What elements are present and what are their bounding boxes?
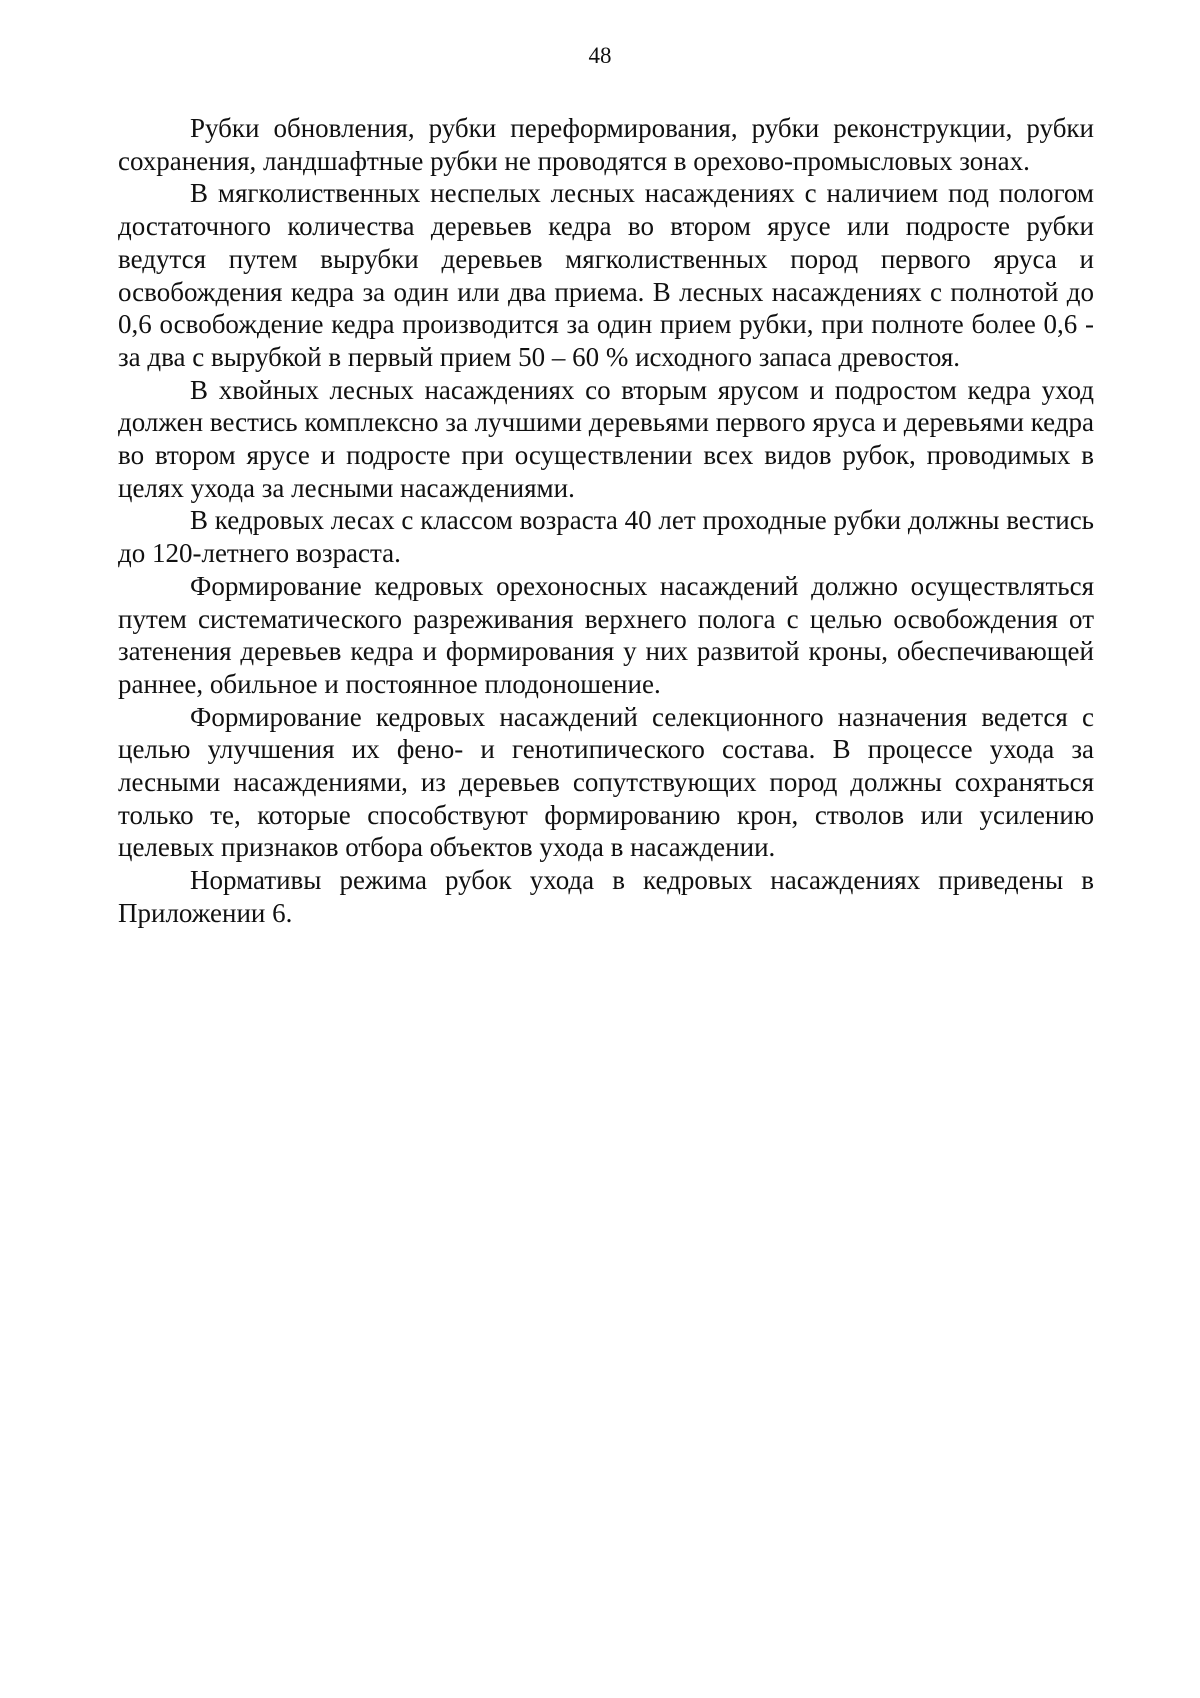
paragraph: Формирование кедровых орехоносных насаждений должно осуществляться путем систематического разреживания верхнего полога с целью освобождения от затенения деревьев кедра и формирования у них развитой кроны, обеспечивающей раннее, обильное и постоянное плодоношение. (118, 570, 1094, 699)
body-text (118, 112, 1094, 930)
paragraph: Рубки обновления, рубки переформирования, рубки реконструкции, рубки сохранения, ландшафтные рубки не проводятся в орехово-промысловых зонах. (118, 113, 1094, 176)
paragraph: Нормативы режима рубок ухода в кедровых насаждениях приведены в Приложении 6. (118, 865, 1094, 928)
page-number: 48 (588, 43, 612, 68)
paragraph: Формирование кедровых насаждений селекционного назначения ведется с целью улучшения их фено- и генотипического состава. В процессе ухода за лесными насаждениями, из деревьев сопутствующих пород должны сохраняться только те, которые способствуют формированию крон, стволов или усилению целевых признаков отбора объектов ухода в насаждении. (118, 701, 1094, 863)
paragraph: В мягколиственных неспелых лесных насаждениях с наличием под пологом достаточного количества деревьев кедра во втором ярусе или подросте рубки ведутся путем вырубки деревьев мягколиственных пород первого яруса и освобождения кедра за один или два приема. В лесных насаждениях с полнотой до 0,6 освобождение кедра производится за один прием рубки, при полноте более 0,6 - за два с вырубкой в первый прием 50 – 60 % исходного запаса древостоя. (118, 178, 1094, 372)
paragraph: В кедровых лесах с классом возраста 40 лет проходные рубки должны вестись до 120-летнего возраста. (118, 505, 1094, 569)
paragraph: В хвойных лесных насаждениях со вторым ярусом и подростом кедра уход должен вестись комплексно за лучшими деревьями первого яруса и деревьями кедра во втором ярусе и подросте при осуществлении всех видов рубок, проводимых в целях ухода за лесными насаждениями. (118, 374, 1094, 503)
